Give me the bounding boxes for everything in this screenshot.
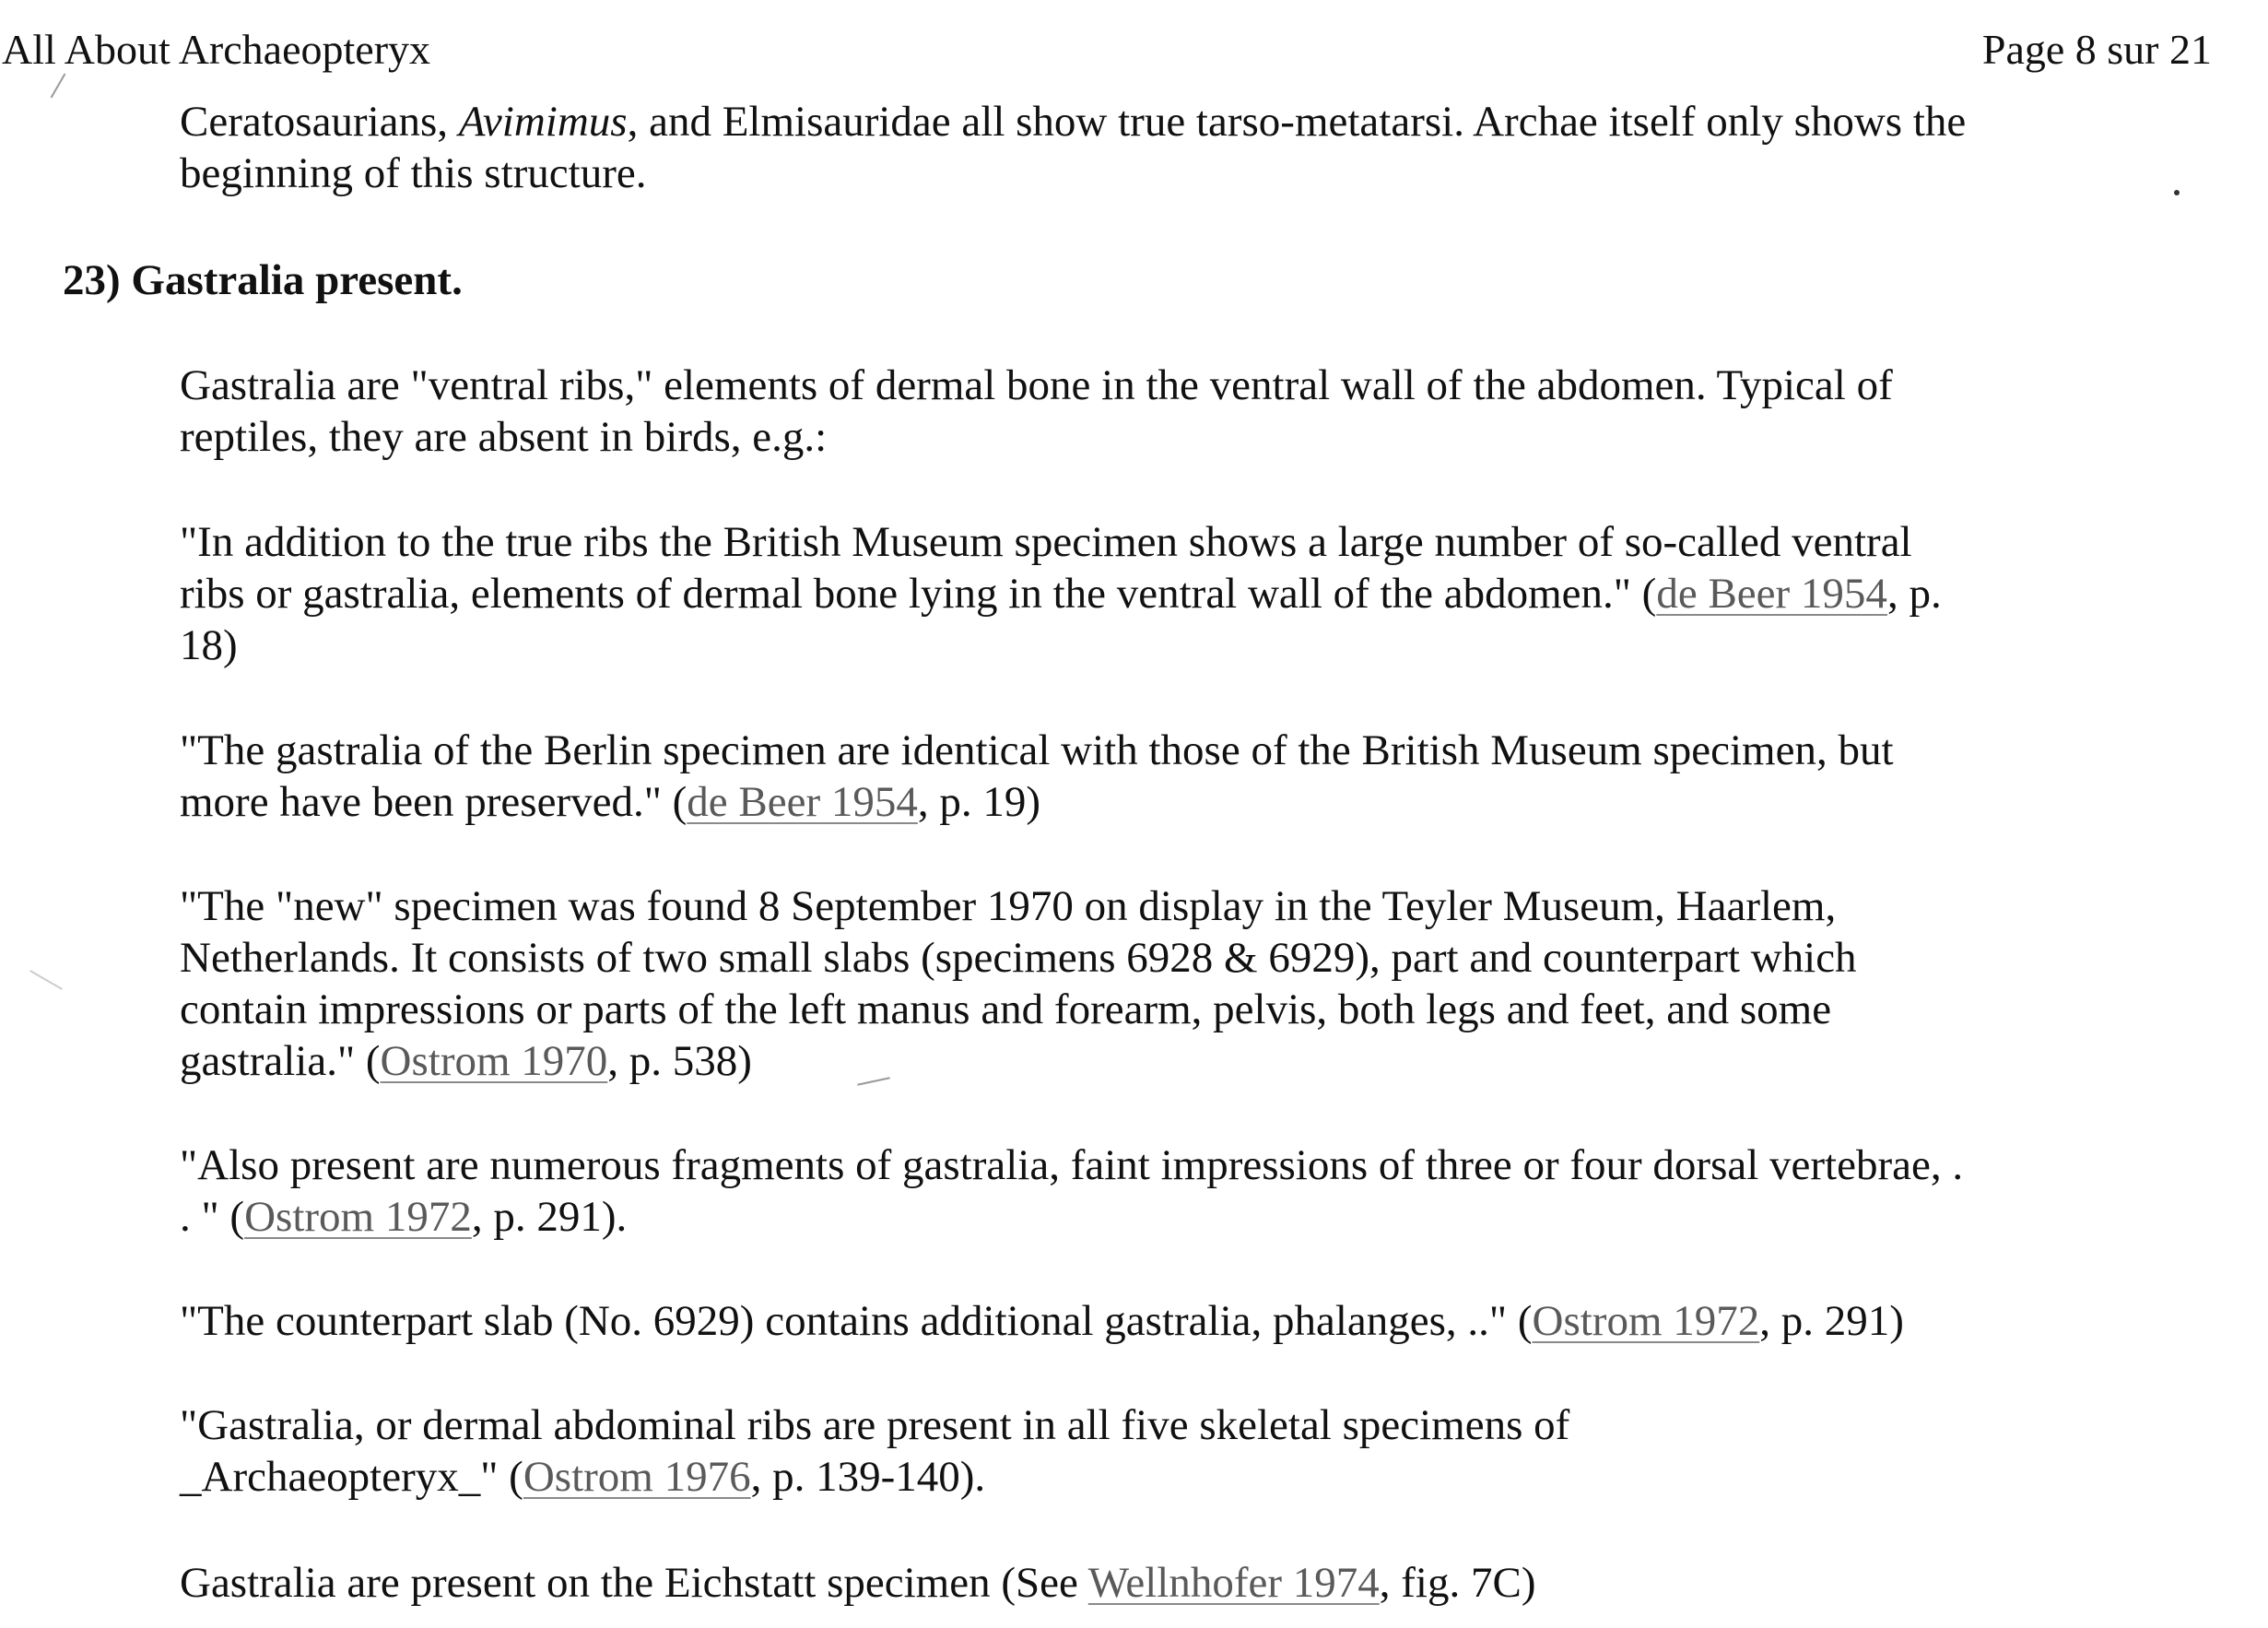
scan-scratch bbox=[51, 74, 66, 99]
eichstatt-paragraph: Gastralia are present on the Eichstatt specimen (See Wellnhofer 1974, fig. 7C) bbox=[180, 1559, 1536, 1607]
quote-ostrom-1972-b: "The counterpart slab (No. 6929) contains additional gastralia, phalanges, .." (Ostrom 1972, p. 291) bbox=[180, 1297, 1904, 1345]
quote-ostrom-1976: "Gastralia, or dermal abdominal ribs are present in all five skeletal specimens of _Archaeopteryx_" (Ostrom 1976, p. 139-140). bbox=[180, 1401, 1570, 1501]
quote-ostrom-1972-a: "Also present are numerous fragments of gastralia, faint impressions of three or four dorsal vertebrae, . . " (Ostrom 1972, p. 291). bbox=[180, 1141, 1964, 1241]
quote-de-beer-2: "The gastralia of the Berlin specimen are identical with those of the British Museum specimen, but more have been preserved." (de Beer 1954, p. 19) bbox=[180, 726, 1894, 826]
citation-link-ostrom-1976[interactable]: Ostrom 1976 bbox=[523, 1453, 751, 1501]
scan-scratch bbox=[29, 970, 63, 990]
quote-de-beer-1: "In addition to the true ribs the British Museum specimen shows a large number of so-called ventral ribs or gastralia, elements of dermal bone lying in the ventral wall of the abdomen." (de Beer 1954, p. 18) bbox=[180, 518, 1942, 669]
taxon-name: Avimimus bbox=[458, 98, 628, 146]
definition-paragraph: Gastralia are "ventral ribs," elements of dermal bone in the ventral wall of the abdomen. Typical of reptiles, they are absent in birds, e.g.: bbox=[180, 361, 1893, 461]
intro-line-1: Ceratosaurians, Avimimus, and Elmisauridae all show true tarso-metatarsi. Archae itself only shows the bbox=[180, 98, 1967, 146]
quote-ostrom-1970: "The "new" specimen was found 8 September 1970 on display in the Teyler Museum, Haarlem, Netherlands. It consists of two small slabs (specimens 6928 & 6929), part and counterpart which contain impressions or parts of the left manus and forearm, pelvis, both legs and feet, and some gastralia." (Ostrom 1970, p. 538) bbox=[180, 882, 1857, 1085]
intro-line-2: beginning of this structure. bbox=[180, 149, 647, 197]
citation-link-ostrom-1970[interactable]: Ostrom 1970 bbox=[380, 1037, 608, 1085]
citation-link-ostrom-1972[interactable]: Ostrom 1972 bbox=[1532, 1297, 1760, 1345]
running-header-page-number: Page 8 sur 21 bbox=[1981, 26, 2212, 73]
section-heading: 23) Gastralia present. bbox=[63, 256, 463, 304]
citation-link-wellnhofer-1974[interactable]: Wellnhofer 1974 bbox=[1087, 1559, 1380, 1607]
citation-link-de-beer-1954[interactable]: de Beer 1954 bbox=[687, 778, 918, 826]
running-header-title: All About Archaeopteryx bbox=[2, 26, 431, 73]
scan-speck bbox=[2174, 190, 2180, 195]
citation-link-de-beer-1954[interactable]: de Beer 1954 bbox=[1656, 570, 1887, 618]
citation-link-ostrom-1972[interactable]: Ostrom 1972 bbox=[244, 1193, 472, 1241]
intro-paragraph bbox=[180, 96, 2152, 199]
